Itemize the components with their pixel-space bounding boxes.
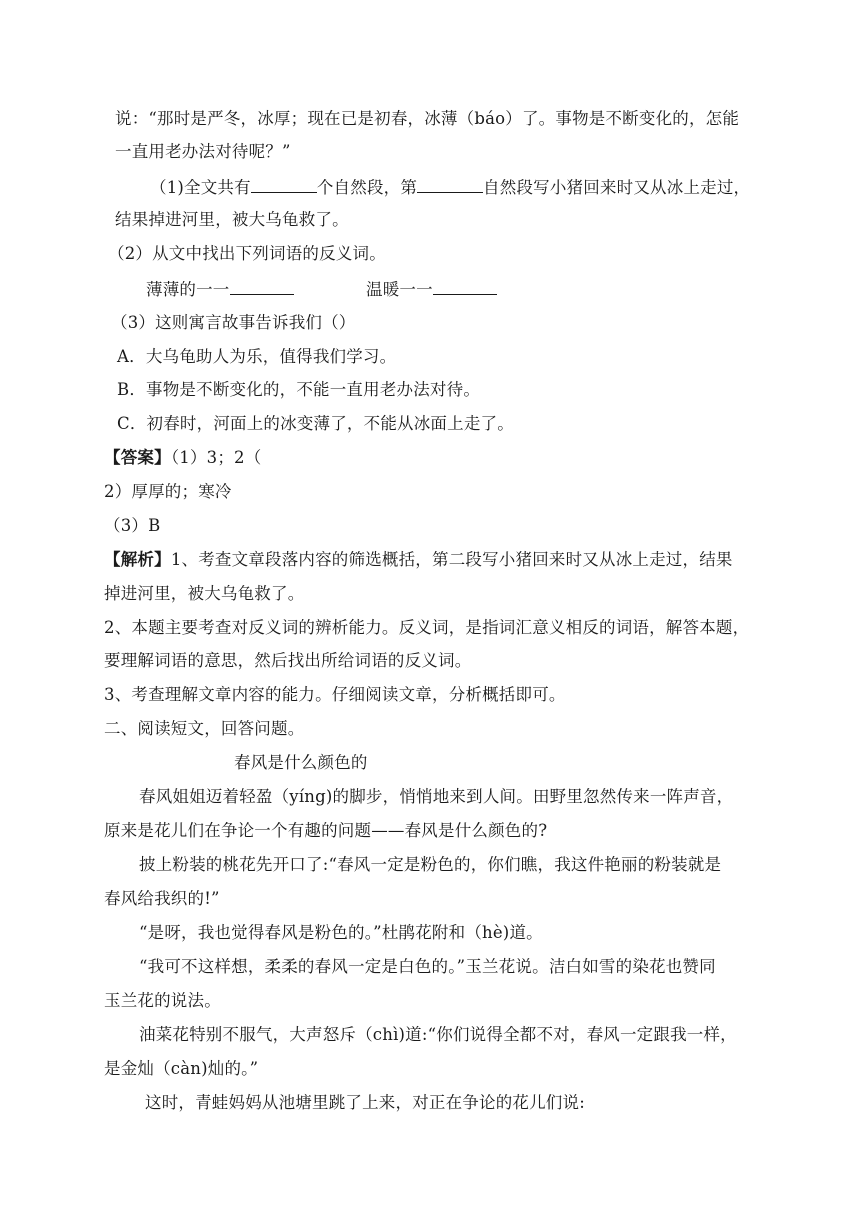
antonym-word: 薄薄的一一 — [146, 280, 230, 299]
section-heading: 二、阅读短文，回答问题。 — [104, 719, 305, 738]
question-1-prefix: （1)全文共有 — [150, 178, 251, 197]
option-a: A．大乌龟助人为乐，值得我们学习。 — [117, 347, 397, 366]
passage-text-line: 玉兰花的说法。 — [104, 991, 221, 1010]
question-2: （2）从文中找出下列词语的反义词。 — [108, 244, 386, 263]
question-3: （3）这则寓言故事告诉我们（） — [111, 313, 356, 332]
passage-text-line: “是呀，我也觉得春风是粉色的。”杜鹃花附和（hè)道。 — [139, 923, 543, 942]
answer-text: （1）3；2（ — [170, 448, 262, 467]
passage-text-line: 说：“那时是严冬，冰厚；现在已是初春，冰薄（báo）了。事物是不断变化的，怎能 — [115, 109, 740, 128]
analysis-text-line: 要理解词语的意思，然后找出所给词语的反义词。 — [104, 651, 472, 670]
answer-text-line: 2）厚厚的；寒冷 — [104, 482, 232, 501]
option-b: B．事物是不断变化的，不能一直用老办法对待。 — [117, 380, 481, 399]
passage-text-line: 一直用老办法对待呢？” — [115, 142, 291, 161]
antonym-item-1 — [146, 278, 294, 301]
passage-text-line: 春风姐姐迈着轻盈（yíng)的脚步，悄悄地来到人间。田野里忽然传来一阵声音， — [139, 787, 734, 806]
antonym-word: 温暖一一 — [366, 280, 433, 299]
option-c: C．初春时，河面上的冰变薄了，不能从冰面上走了。 — [117, 414, 514, 433]
passage-text-line: 是金灿（càn)灿的。” — [104, 1059, 259, 1078]
answer-blank — [251, 176, 317, 193]
analysis-text-line: 掉进河里，被大乌龟救了。 — [104, 584, 305, 603]
passage-text-line: 披上粉装的桃花先开口了:“春风一定是粉色的，你们瞧，我这件艳丽的粉装就是 — [139, 855, 722, 874]
analysis-line — [104, 549, 733, 571]
answer-blank — [433, 278, 497, 295]
answer-blank — [417, 176, 483, 193]
passage-text-line: “我可不这样想，柔柔的春风一定是白色的。”玉兰花说。洁白如雪的染花也赞同 — [139, 957, 716, 976]
answer-text-line: （3）B — [104, 516, 161, 535]
analysis-text-line: 3、考查理解文章内容的能力。仔细阅读文章，分析概括即可。 — [104, 685, 566, 704]
question-1-middle: 个自然段，第 — [316, 178, 418, 197]
passage-text-line: 这时，青蛙妈妈从池塘里跳了上来，对正在争论的花儿们说: — [145, 1093, 585, 1112]
passage-text-line: 油菜花特别不服气，大声怒斥（chì)道:“你们说得全都不对，春风一定跟我一样， — [139, 1025, 737, 1044]
analysis-heading: 【解析】 — [104, 550, 171, 569]
analysis-text: 1、考查文章段落内容的筛选概括，第二段写小猪回来时又从冰上走过，结果 — [170, 550, 733, 569]
passage-text-line: 原来是花儿们在争论一个有趣的问题——春风是什么颜色的? — [104, 821, 548, 840]
passage-text-line: 春风给我织的!” — [104, 889, 220, 908]
antonym-item-2 — [366, 278, 497, 301]
question-1-line — [150, 176, 750, 199]
analysis-text-line: 2、本题主要考查对反义词的辨析能力。反义词，是指词汇意义相反的词语，解答本题， — [104, 618, 750, 637]
answer-heading: 【答案】 — [104, 448, 171, 467]
question-1-suffix: 自然段写小猪回来时又从冰上走过， — [483, 178, 751, 197]
answer-line — [104, 447, 261, 469]
question-1-continued: 结果掉进河里，被大乌龟救了。 — [115, 210, 349, 229]
answer-blank — [230, 278, 294, 295]
passage-title: 春风是什么颜色的 — [234, 753, 368, 772]
